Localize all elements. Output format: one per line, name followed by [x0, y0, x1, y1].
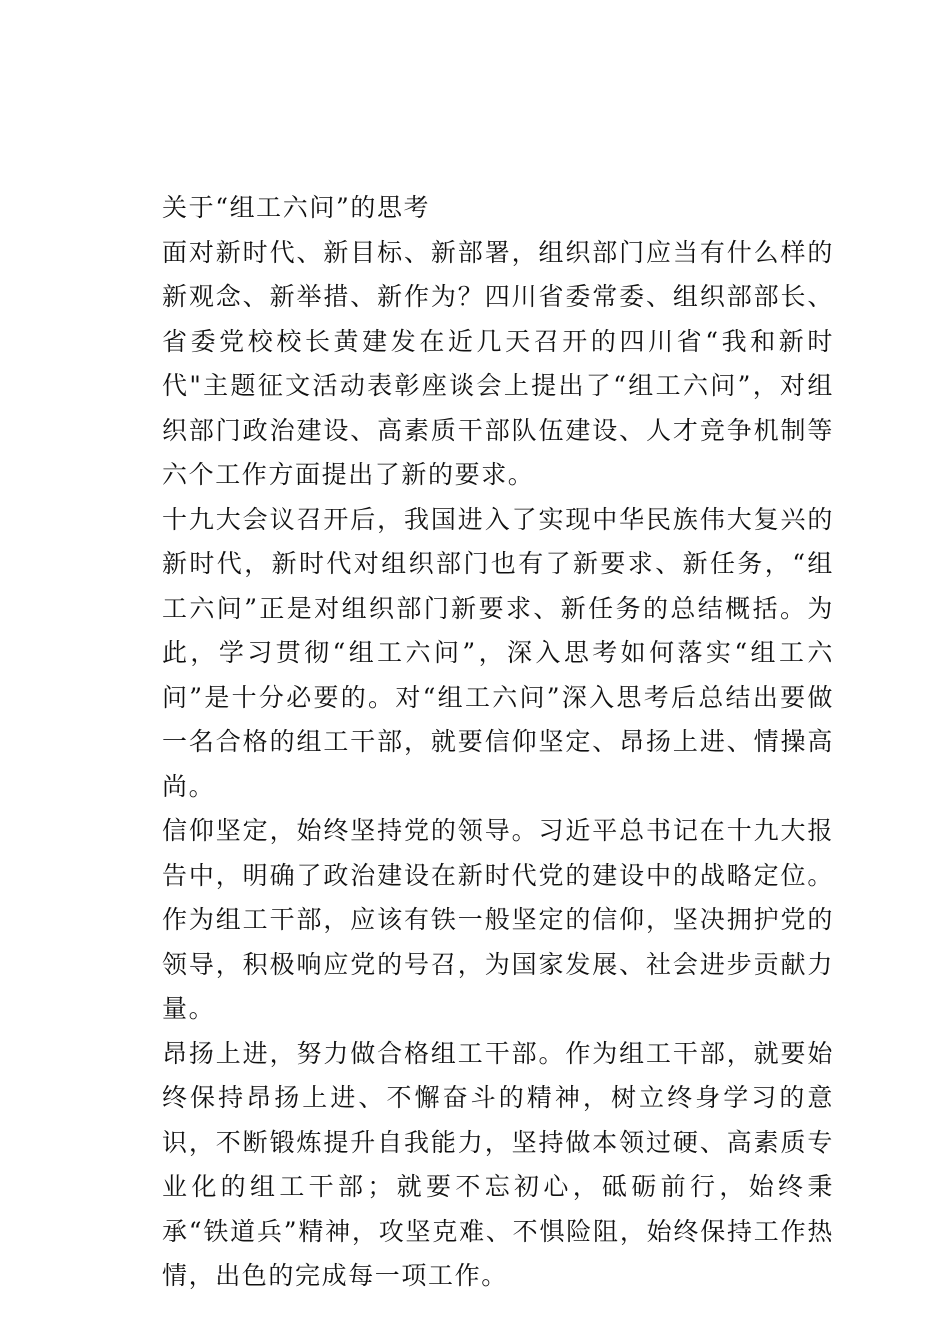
document-page	[162, 186, 834, 1299]
paragraph-striving-upward: 昂扬上进，努力做合格组工干部。作为组工干部，就要始终保持昂扬上进、不懈奋斗的精神，树立终身学习的意识，不断锻炼提升自我能力，坚持做本领过硬、高素质专业化的组工干部；就要不忘初心，砥砺前行，始终秉承“铁道兵”精神，攻坚克难、不惧险阻，始终保持工作热情，出色的完成每一项工作。	[162, 1038, 834, 1290]
document-title: 关于“组工六问”的思考	[162, 193, 431, 222]
paragraph-firm-belief: 信仰坚定，始终坚持党的领导。习近平总书记在十九大报告中，明确了政治建设在新时代党的建设中的战略定位。作为组工干部，应该有铁一般坚定的信仰，坚决拥护党的领导，积极响应党的号召，为国家发展、社会进步贡献力量。	[162, 816, 834, 1023]
paragraph-intro: 面对新时代、新目标、新部署，组织部门应当有什么样的新观念、新举措、新作为？四川省委常委、组织部部长、省委党校校长黄建发在近几天召开的四川省“我和新时代"主题征文活动表彰座谈会上提出了“组工六问”，对组织部门政治建设、高素质干部队伍建设、人才竞争机制等六个工作方面提出了新的要求。	[162, 237, 834, 489]
paragraph-background: 十九大会议召开后，我国进入了实现中华民族伟大复兴的新时代，新时代对组织部门也有了新要求、新任务，“组工六问”正是对组织部门新要求、新任务的总结概括。为此，学习贯彻“组工六问”，深入思考如何落实“组工六问”是十分必要的。对“组工六问”深入思考后总结出要做一名合格的组工干部，就要信仰坚定、昂扬上进、情操高尚。	[162, 504, 834, 801]
